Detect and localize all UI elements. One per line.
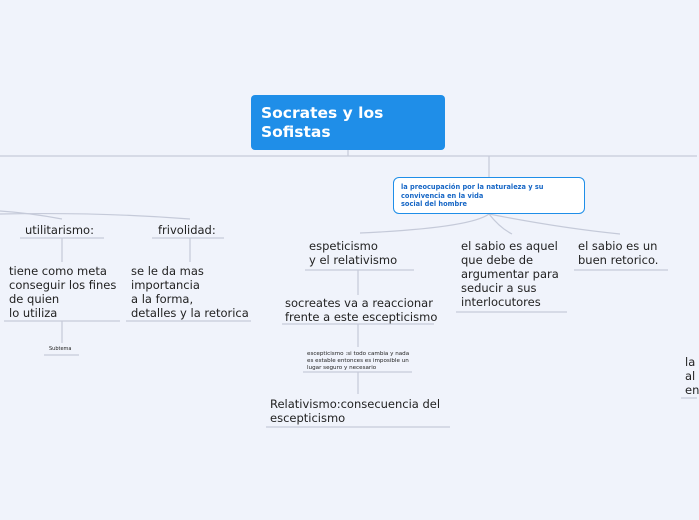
central-topic[interactable]: Socrates y los Sofistas bbox=[251, 95, 445, 150]
relativismo-node[interactable]: Relativismo:consecuencia del escepticismo bbox=[270, 397, 441, 425]
utilitarismo-detail[interactable]: tiene como meta conseguir los fines de quien lo utiliza bbox=[9, 264, 117, 320]
topic-frivolidad[interactable]: frivolidad: bbox=[158, 223, 216, 237]
main-subtopic[interactable]: la preocupación por la naturaleza y su convivencia en la vida social del hombre bbox=[393, 177, 585, 214]
escepticismo-node[interactable]: escepticismo :si todo cambia y nada es estable entonces es imposible un lugar seguro y necesario bbox=[307, 351, 410, 371]
topic-sabio[interactable]: el sabio es aquel que debe de argumentar para seducir a sus interlocutores bbox=[461, 239, 559, 309]
frivolidad-detail[interactable]: se le da mas importancia a la forma, detalles y la retorica bbox=[131, 264, 249, 320]
topic-espeticismo[interactable]: espeticismo y el relativismo bbox=[309, 239, 398, 267]
subtema-node[interactable]: Subtema bbox=[49, 346, 72, 352]
cut-off-topic[interactable]: la al en bbox=[685, 355, 699, 397]
topic-retorico[interactable]: el sabio es un buen retorico. bbox=[578, 239, 659, 267]
topic-utilitarismo[interactable]: utilitarismo: bbox=[25, 223, 94, 237]
socreates-node[interactable]: socreates va a reaccionar frente a este escepticismo bbox=[285, 296, 438, 324]
